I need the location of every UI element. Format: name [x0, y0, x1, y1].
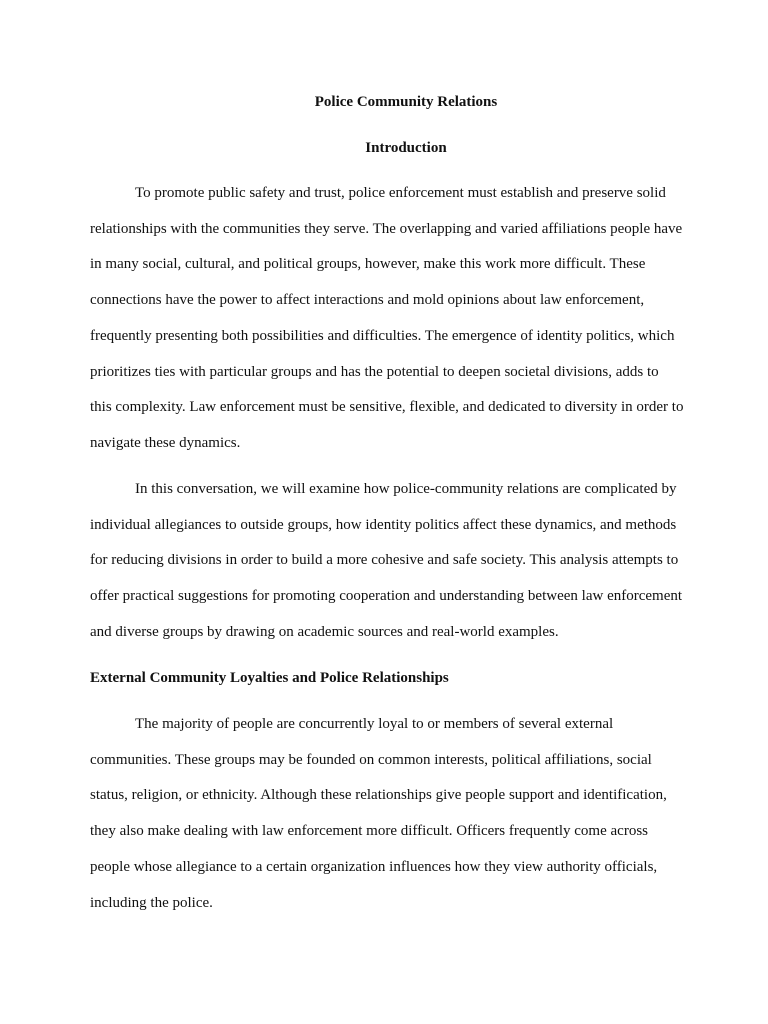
body-paragraph: To promote public safety and trust, police enforcement must establish and preserve solid relationships with the communities they serve. The overlapping and varied affiliations people have in many social, cultural, and political groups, however, make this work more difficult. These connections have the power to affect interactions and mold opinions about law enforcement, frequently presenting both possibilities and difficulties. The emergence of identity politics, which prioritizes ties with particular groups and has the potential to deepen societal divisions, adds to this complexity. Law enforcement must be sensitive, flexible, and dedicated to diversity in order to navigate these dynamics.	[90, 185, 684, 451]
body-paragraph: In this conversation, we will examine how police-community relations are complicated by individual allegiances to outside groups, how identity politics affect these dynamics, and methods for reducing divisions in order to build a more cohesive and safe society. This analysis attempts to offer practical suggestions for promoting cooperation and understanding between law enforcement and diverse groups by drawing on academic sources and real-world examples.	[90, 481, 683, 640]
section-heading: External Community Loyalties and Police Relationships	[90, 670, 449, 686]
body-paragraph: The majority of people are concurrently loyal to or members of several external communities. These groups may be founded on common interests, political affiliations, social status, religion, or ethnicity. Although these relationships give people support and identification, they also make dealing with law enforcement more difficult. Officers frequently come across people whose allegiance to a certain organization influences how they view authority officials, including the police.	[90, 716, 667, 911]
document-title: Police Community Relations	[314, 94, 498, 110]
introduction-heading: Introduction	[365, 140, 447, 156]
